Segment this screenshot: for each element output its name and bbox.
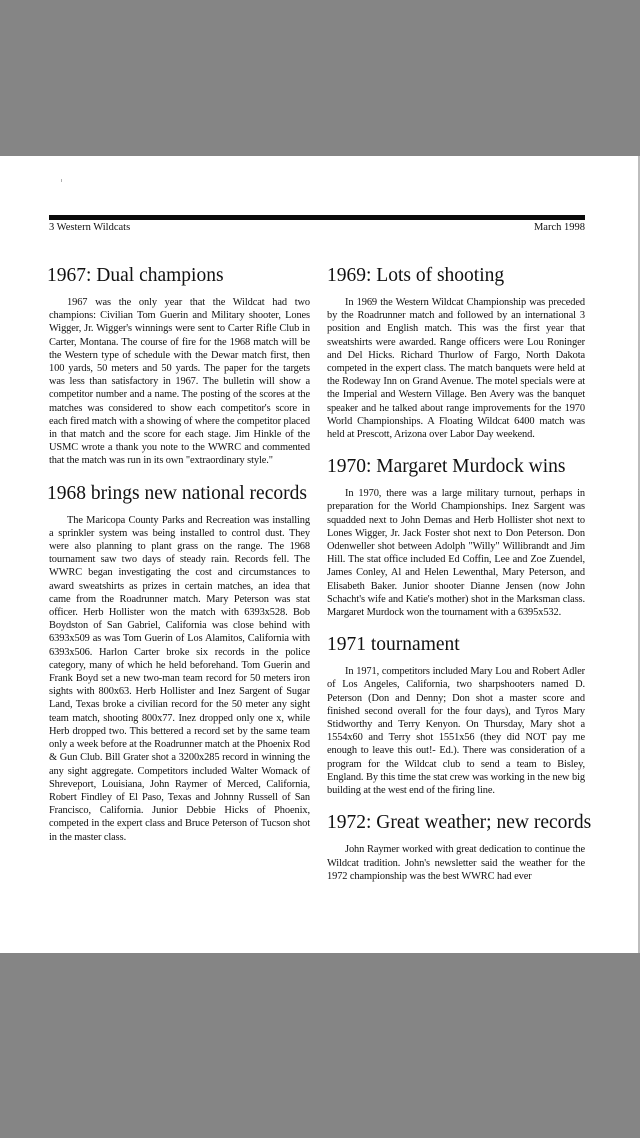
section-1972 bbox=[327, 811, 592, 883]
section-heading: 1971 tournament bbox=[327, 634, 460, 656]
section-heading: 1968 brings new national records bbox=[47, 482, 307, 504]
section-1969 bbox=[327, 264, 585, 441]
newsletter-page bbox=[0, 156, 640, 953]
section-1967 bbox=[49, 264, 310, 468]
section-body: In 1969 the Western Wildcat Championship was preceded by the Roadrunner match and followed by an international 3 position and English match. This was the first year that sweatshirts were awarded. Range officers were Lou Roninger and Del Hicks. Richard Thurlow of Fargo, North Dakota competed in the expert class. The match banquets were held at the Rodeway Inn on Grand Avenue. The motel specials were at the Imperial and Western Village. Ben Avery was the banquet speaker and he talked about range improvements for the 1970 World Championships. A Floating Wildcat 6400 match was held at Prescott, Arizona over Labor Day weekend. bbox=[327, 297, 585, 441]
section-1970 bbox=[327, 455, 585, 619]
section-body: In 1971, competitors included Mary Lou and Robert Adler of Los Angeles, California, two sharpshooters named D. Peterson (Don and Denny; Don shot a master score and finished second overall for the four days), and Tyros Mary Stidworthy and Terry Kenyon. On Thursday, Mary shot a 1554x60 and Terry shot 1551x56 (they did NOT pay me enough to leave this out!- Ed.). There was consideration of a program for the Wildcat club to send a team to Bisley, England. By this time the stat crew was working in the new big building at the west end of the firing line. bbox=[327, 666, 585, 797]
scan-speck bbox=[61, 179, 62, 182]
section-1968 bbox=[49, 482, 310, 844]
section-body: In 1970, there was a large military turnout, perhaps in preparation for the World Championships. Inez Sargent was squadded next to John Demas and Herb Hollister shot next to Lones Wigger, Jr. Jack Foster shot next to Don Peterson. Don Odenweller shot between Adolph "Willy" Willibrandt and Jim Hill. The stat office included Ed Coffin, Lee and Zoe Zuendel, James Conley, Al and Helen Lewenthal, Mary Peterson, and Elisabeth Baker. Junior shooter Dianne Jensen (now John Schacht's wife and Katie's mother) shot in the Marksman class. Margaret Murdock won the tournament with a 6395x532. bbox=[327, 488, 585, 619]
left-column bbox=[49, 264, 310, 858]
section-1971 bbox=[327, 633, 585, 797]
running-header-title: 3 Western Wildcats bbox=[49, 222, 131, 233]
section-heading: 1972: Great weather; new records bbox=[327, 812, 592, 834]
running-header-date: March 1998 bbox=[533, 222, 585, 233]
section-heading: 1969: Lots of shooting bbox=[327, 265, 505, 286]
running-header bbox=[49, 222, 585, 233]
section-heading: 1967: Dual champions bbox=[47, 265, 224, 286]
section-body: The Maricopa County Parks and Recreation was installing a sprinkler system was being installed to control dust. They were also planning to plant grass on the range. The 1968 tournament saw two days of steady rain. Records fell. The WWRC began investigating the cost and circumstances to award sweatshirts as prizes in certain matches, an idea that came from the Roadrunner match. Mary Peterson was stat officer. Herb Hollister won the match with 6393x528. Bob Boydston of San Gabriel, California was close behind with 6393x509 as was Tom Guerin of Los Alamitos, California with 6393x506. Harlon Carter broke six records in the police category, many of which he held beforehand. Tom Guerin and Frank Boyd set a new two-man team record for 50 meters iron sights with 800x63. Herb Hollister and Inez Sargent of Sugar Land, Texas broke a civilian record for the 50 meter any sight team match, shooting 800x77. Inez dropped only one x, while Herb dropped two. This bettered a record set by the same team only a week before at the Roadrunner match at the Phoenix Rod & Gun Club. Bill Grater shot a 3200x285 record in winning the any sight aggregate. Competitors included Walter Womack of Shreveport, Louisiana, John Raymer of Merced, California, Robert Findley of El Paso, Texas and Johnny Russell of San Francisco, California. Junior Debbie Hicks of Phoenix, competed in the expert class and Bruce Peterson of Tucson shot in the master class. bbox=[49, 514, 310, 843]
header-rule bbox=[49, 215, 585, 220]
section-body: John Raymer worked with great dedication to continue the Wildcat tradition. John's newsletter said the weather for the 1972 championship was the best WWRC had ever bbox=[327, 844, 585, 882]
right-column bbox=[327, 264, 592, 897]
section-heading: 1970: Margaret Murdock wins bbox=[327, 456, 566, 478]
section-body: 1967 was the only year that the Wildcat had two champions: Civilian Tom Guerin and Military shooter, Lones Wigger, Jr. Wigger's winnings were sent to Carter Rifle Club in Carter, Montana. The course of fire for the 1968 match will be the Western type of schedule with the Dewar match first, then 100 yards, 50 meters and 50 yards. The paper for the targets was less than satisfactory in 1967. The bulletin will show a competitor number and a name. The posting of the scores at the matches was considered to show each competitor's score in each fired match with a showing of where the competitor placed in that match and the score for each stage. Jim Hinkle of the USMC wrote a thank you note to the WWRC and commented that the match was run in its own "extraordinary style." bbox=[49, 297, 310, 467]
